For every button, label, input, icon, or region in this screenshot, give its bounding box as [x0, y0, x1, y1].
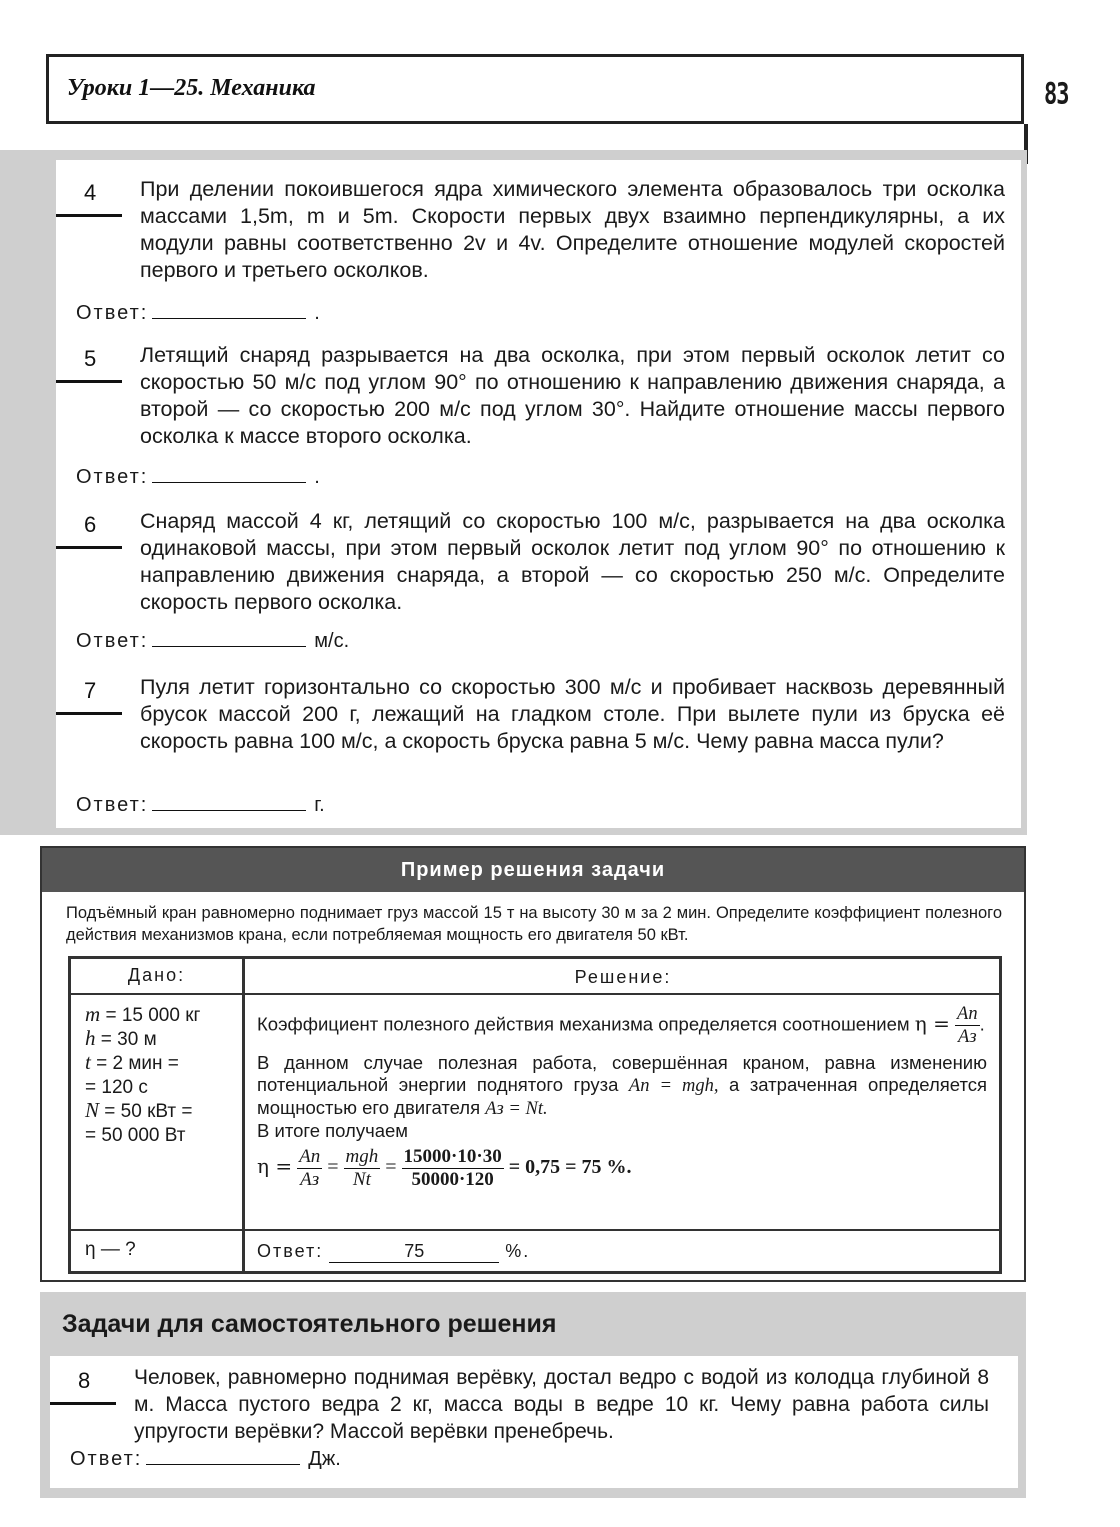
- answer-blank[interactable]: [152, 628, 306, 647]
- given-item: [85, 1027, 200, 1051]
- given-value: = 15 000 кг: [100, 1005, 201, 1026]
- given-symbol: N: [85, 1098, 100, 1122]
- answer-unit: .: [314, 302, 320, 324]
- answer-row-divider: [71, 1229, 999, 1231]
- task-4: [56, 172, 1021, 332]
- given-item: [85, 1051, 200, 1075]
- given-symbol: t: [85, 1050, 91, 1074]
- task-number: 8: [78, 1368, 91, 1393]
- solution-header: Решение:: [574, 967, 672, 987]
- given-value: = 120 с: [85, 1077, 148, 1098]
- given-item: [85, 1003, 200, 1027]
- answer-row: [76, 792, 325, 817]
- solution-paragraph-3: В итоге получаем: [257, 1120, 409, 1141]
- given-item: [85, 1123, 200, 1147]
- task-text: Пуля летит горизонтально со скоростью 300 м/с и пробивает насквозь деревянный брусок массой 200 г, лежащий на гладком столе. При вылете пули из бруска её скорость равна 100 м/с, а скорость бруска равна 5 м/с. Чему равна масса пули?: [140, 675, 1005, 753]
- answer-unit: м/с.: [314, 630, 350, 652]
- task-marker: [56, 214, 122, 217]
- result-value: = 0,75 = 75 %.: [508, 1156, 632, 1179]
- answer-value: 75: [329, 1241, 499, 1263]
- answer-label: Ответ:: [257, 1241, 324, 1261]
- solution-paragraph-1: Коэффициент полезного действия механизма определяется соотношением η = $\frac{Aп}{Aз}$ .: [257, 1004, 985, 1047]
- task-text: Человек, равномерно поднимая верёвку, достал ведро с водой из колодца глубиной 8 м. Масса пустого ведра 2 кг, масса воды в ведре 10 кг. Чему равна работа силы упругости верёвки? Массой верёвки пренебречь.: [134, 1366, 989, 1443]
- answer-unit: г.: [314, 794, 325, 816]
- task-6: [56, 504, 1021, 664]
- given-value: = 50 000 Вт: [85, 1125, 186, 1146]
- answer-row: [76, 464, 320, 489]
- answer-unit: .: [314, 466, 320, 488]
- page-number: 83: [1044, 77, 1069, 112]
- given-symbol: h: [85, 1026, 96, 1050]
- formula-spent-work: Aз = Nt.: [485, 1099, 548, 1119]
- answer-row: [76, 628, 349, 653]
- example-solution-box: [40, 846, 1026, 1282]
- given-item: [85, 1099, 200, 1123]
- task-marker: [56, 712, 122, 715]
- solution-body: [257, 1003, 987, 1191]
- formula-useful-work: Aп = mgh,: [628, 1076, 719, 1096]
- task-marker: [56, 380, 122, 383]
- task-text: При делении покоившегося ядра химического элемента образовалось три осколка массами 1,5m, m и 5m. Скорости первых двух взаимно перпендикулярны, а их модули равны соответственно 2v и 4v. Определите отношение модулей скоростей первого и третьего осколков.: [140, 177, 1005, 282]
- given-value: = 2 мин =: [90, 1053, 179, 1074]
- task-5: [56, 338, 1021, 498]
- given-list: [85, 1003, 200, 1147]
- given-value: = 30 м: [95, 1029, 157, 1050]
- given-header: Дано:: [127, 965, 186, 985]
- task-number: 5: [84, 346, 97, 371]
- chapter-header: [46, 54, 1024, 124]
- answer-row: [76, 300, 320, 325]
- example-problem-text: Подъёмный кран равномерно поднимает груз массой 15 т на высоту 30 м за 2 мин. Определите коэффициент полезного действия механизмов крана, если потребляемая мощность его двигателя 50 кВт.: [66, 904, 1002, 944]
- answer-label: Ответ:: [76, 302, 149, 324]
- header-row-divider: [71, 993, 999, 995]
- example-answer-row: [257, 1241, 530, 1263]
- answer-unit: Дж.: [308, 1448, 341, 1470]
- task-number: 7: [84, 678, 97, 703]
- answer-label: Ответ:: [76, 466, 149, 488]
- solution-paragraph-2: В данном случае полезная работа, совершённая краном, равна изменению потенциальной энергии поднятого груза Aп = mgh, а затраченная определяется мощностью его двигателя Aз = Nt.: [257, 1052, 987, 1119]
- answer-blank[interactable]: [152, 300, 306, 319]
- answer-label: Ответ:: [76, 794, 149, 816]
- answer-blank[interactable]: [152, 792, 306, 811]
- section-title: Задачи для самостоятельного решения: [62, 1310, 557, 1338]
- answer-unit: %.: [505, 1241, 531, 1261]
- solution-table: [68, 956, 1002, 1274]
- answer-row: [70, 1446, 341, 1471]
- task-number: 4: [84, 180, 97, 205]
- given-item: [85, 1075, 200, 1099]
- given-symbol: m: [85, 1002, 101, 1026]
- task-marker: [50, 1402, 116, 1405]
- task-number: 6: [84, 512, 97, 537]
- answer-label: Ответ:: [70, 1448, 143, 1470]
- answer-blank[interactable]: [146, 1446, 300, 1465]
- final-formula: η = $\frac{Aп}{Aз}$ = $\frac{\text{mgh}}{Nt}$ = $\frac{15000\cdot 10\cdot 30}{50000\cdot 120}$ = 0,75 = 75 %.: [257, 1146, 632, 1190]
- task-8: [50, 1360, 1018, 1490]
- given-value: = 50 кВт =: [99, 1101, 193, 1122]
- task-7: [56, 670, 1021, 830]
- task-text: Летящий снаряд разрывается на два осколка, при этом первый осколок летит со скоростью 50 м/с под углом 90° по отношению к направлению движения снаряда, а второй — со скоростью 200 м/с под углом 30°. Найдите отношение массы первого осколка к массе второго осколка.: [140, 343, 1005, 448]
- chapter-title: Уроки 1—25. Механика: [67, 75, 316, 101]
- task-text: Снаряд массой 4 кг, летящий со скоростью 100 м/с, разрывается на два осколка одинаковой массы, при этом первый осколок летит под углом 90° по отношению к направлению движения снаряда, а второй — со скоростью 250 м/с. Определите скорость первого осколка.: [140, 509, 1005, 614]
- unknown-quantity: η — ?: [85, 1239, 136, 1260]
- column-divider: [242, 959, 245, 1271]
- task-marker: [56, 546, 122, 549]
- answer-blank[interactable]: [152, 464, 306, 483]
- efficiency-fraction: $\frac{Aп}{Aз}$: [957, 1004, 978, 1047]
- example-title: Пример решения задачи: [42, 848, 1024, 892]
- answer-label: Ответ:: [76, 630, 149, 652]
